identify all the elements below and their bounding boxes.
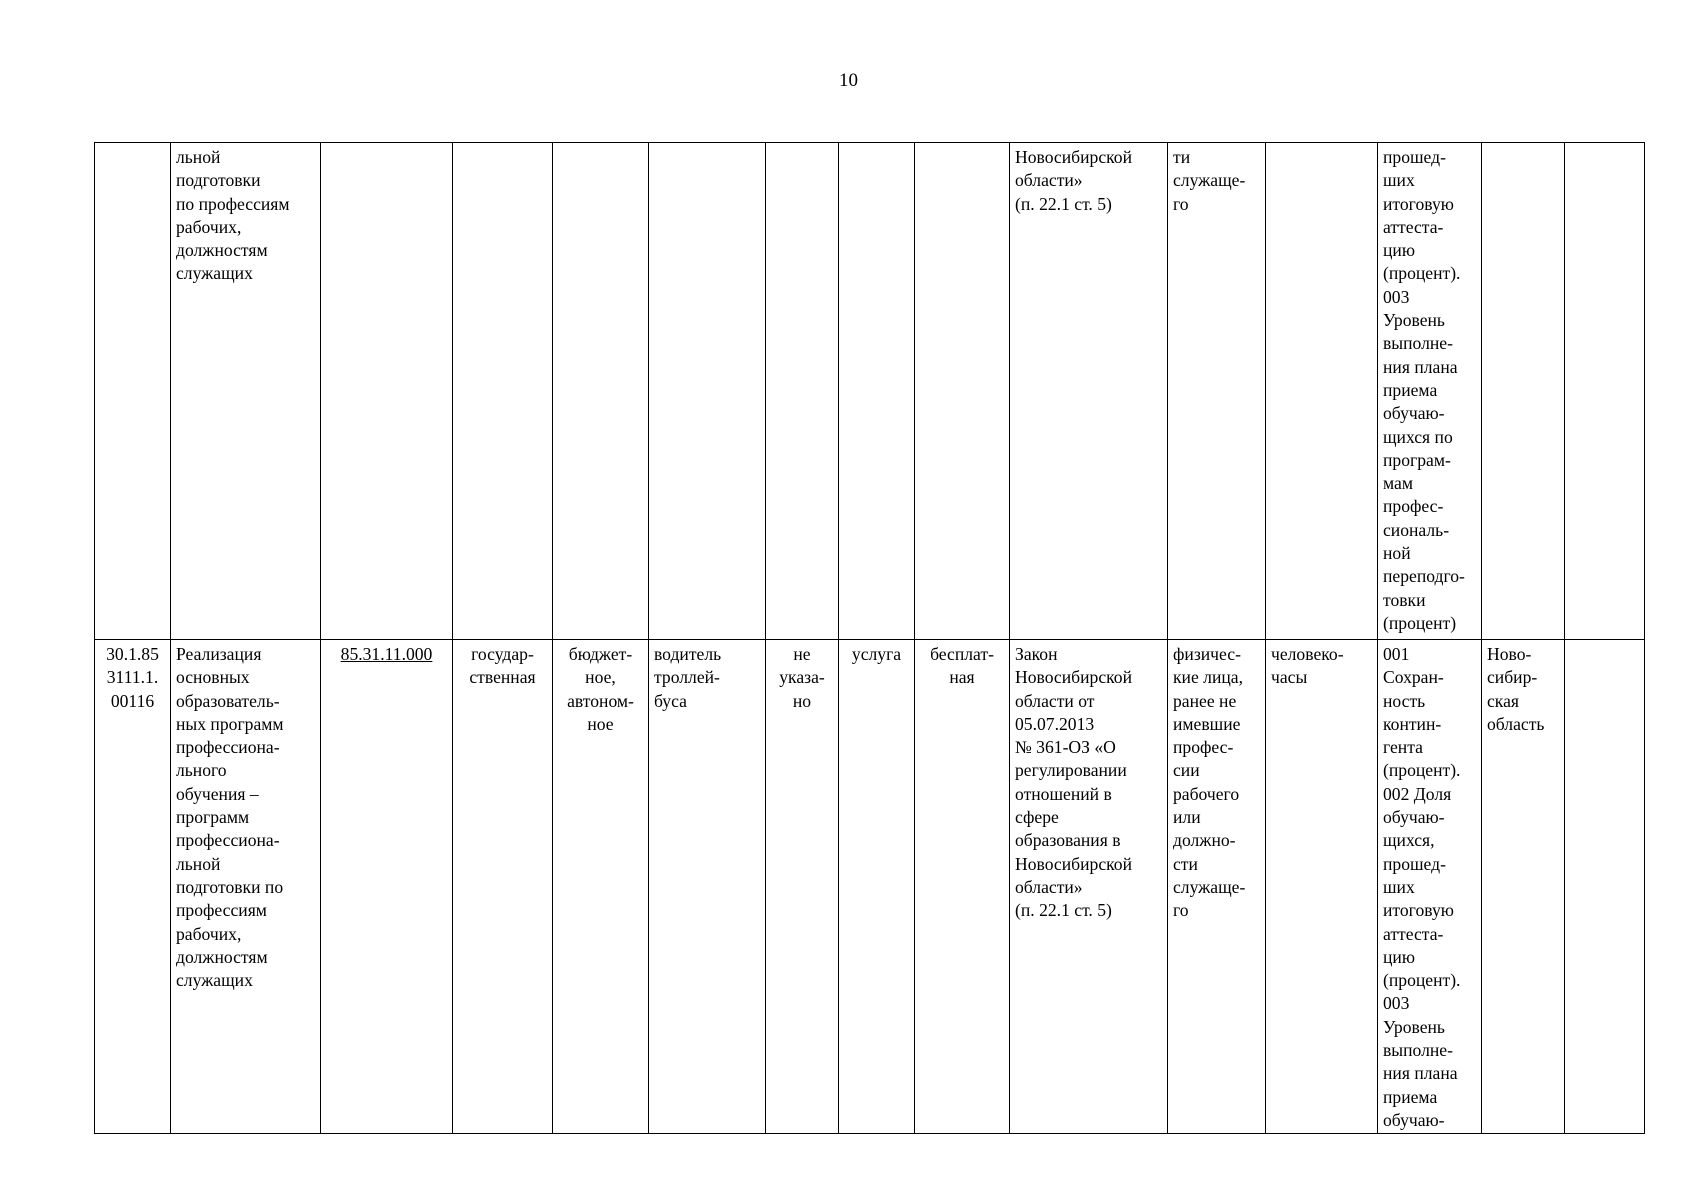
last-cell [1565, 640, 1645, 1134]
service-code-cell: 30.1.85 3111.1. 00116 [95, 640, 171, 1134]
service-name-cell: льной подготовки по профессиям рабочих, должностям служащих [171, 143, 321, 640]
volume-unit-cell [1266, 143, 1378, 640]
services-registry-table [94, 142, 1645, 1134]
service-condition-cell: не указа- но [766, 640, 839, 1134]
legal-basis-cell: Новосибирской области» (п. 22.1 ст. 5) [1010, 143, 1168, 640]
service-kind-cell [839, 143, 915, 640]
region-cell [1482, 143, 1565, 640]
institution-type-cell: бюджет- ное, автоном- ное [553, 640, 649, 1134]
service-kind-cell: услуга [839, 640, 915, 1134]
page-number: 10 [839, 70, 858, 91]
institution-type-cell [553, 143, 649, 640]
okved-code-cell [321, 143, 453, 640]
consumers-cell: ти служаще- го [1168, 143, 1266, 640]
table-row [95, 640, 1645, 1134]
payment-cell [915, 143, 1010, 640]
last-cell [1565, 143, 1645, 640]
payment-cell: бесплат- ная [915, 640, 1010, 1134]
region-cell: Ново- сибир- ская область [1482, 640, 1565, 1134]
okved-code-cell: 85.31.11.000 [321, 640, 453, 1134]
quality-indicators-cell: 001 Сохран- ность контин- гента (процент). 002 Доля обучаю- щихся, прошед- ших итоговую аттеста- цию (процент). 003 Уровень выполне- ния плана приема обучаю- [1378, 640, 1482, 1134]
service-content-cell [649, 143, 766, 640]
volume-unit-cell: человеко- часы [1266, 640, 1378, 1134]
service-condition-cell [766, 143, 839, 640]
table-row [95, 143, 1645, 640]
quality-indicators-cell: прошед- ших итоговую аттеста- цию (процент). 003 Уровень выполне- ния плана приема обучаю- щихся по програм- мам профес- сиональ- ной переподго- товки (процент) [1378, 143, 1482, 640]
service-code-cell [95, 143, 171, 640]
service-type-cell [453, 143, 553, 640]
service-name-cell: Реализация основных образователь- ных программ профессиона- льного обучения – программ профессиона- льной подготовки по профессиям рабочих, должностям служащих [171, 640, 321, 1134]
service-content-cell: водитель троллей- буса [649, 640, 766, 1134]
service-type-cell: государ- ственная [453, 640, 553, 1134]
legal-basis-cell: Закон Новосибирской области от 05.07.2013 № 361-ОЗ «О регулировании отношений в сфере образования в Новосибирской области» (п. 22.1 ст. 5) [1010, 640, 1168, 1134]
consumers-cell: физичес- кие лица, ранее не имевшие профес- сии рабочего или должно- сти служаще- го [1168, 640, 1266, 1134]
